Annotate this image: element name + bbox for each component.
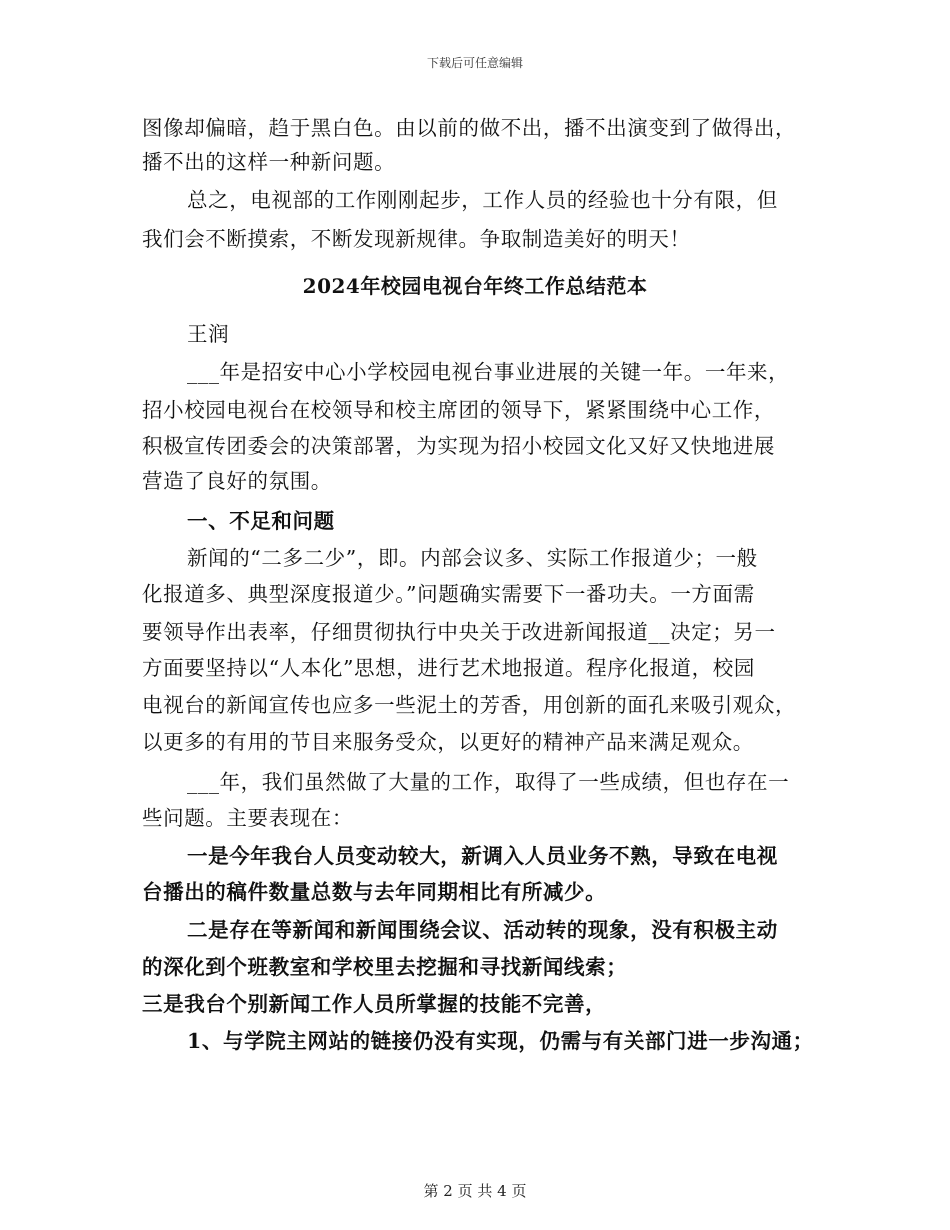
paragraph-line: 方面要坚持以“人本化”思想，进行艺术地报道。程序化报道，校园 (142, 656, 755, 680)
paragraph-line: 要领导作出表率，仔细贯彻执行中央关于改进新闻报道__决定；另一 (142, 620, 776, 644)
paragraph-line: 积极宣传团委会的决策部署，为实现为招小校园文化又好又快地进展 (142, 434, 775, 458)
document-title: 2024年校园电视台年终工作总结范本 (302, 274, 648, 298)
paragraph-line: 1、与学院主网站的链接仍没有实现，仍需与有关部门进一步沟通； (187, 1029, 814, 1053)
paragraph-line: 新闻的“二多二少”，即。内部会议多、实际工作报道少；一般 (187, 546, 758, 570)
paragraph-line: ___年，我们虽然做了大量的工作，取得了一些成绩，但也存在一 (187, 770, 790, 794)
paragraph-line: 播不出的这样一种新问题。 (142, 150, 396, 174)
paragraph-line: 招小校园电视台在校领导和校主席团的领导下，紧紧围绕中心工作， (142, 398, 775, 422)
paragraph-line: ___年是招安中心小学校园电视台事业进展的关键一年。一年来， (187, 360, 790, 384)
paragraph-line: 电视台的新闻宣传也应多一些泥土的芳香，用创新的面孔来吸引观众， (142, 693, 797, 717)
page-number: 第 2 页 共 4 页 (423, 1182, 527, 1200)
header-note: 下载后可任意编辑 (426, 56, 523, 70)
paragraph-line: 总之，电视部的工作刚刚起步，工作人员的经验也十分有限，但 (187, 188, 778, 212)
paragraph-line: 二是存在等新闻和新闻围绕会议、活动转的现象，没有积极主动 (187, 918, 778, 942)
author-name: 王润 (187, 322, 230, 346)
paragraph-line: 图像却偏暗，趋于黑白色。由以前的做不出，播不出演变到了做得出， (142, 116, 797, 140)
paragraph-line: 台播出的稿件数量总数与去年同期相比有所减少。 (142, 880, 607, 904)
paragraph-line: 我们会不断摸索，不断发现新规律。争取制造美好的明天！ (142, 227, 691, 251)
paragraph-line: 三是我台个别新闻工作人员所掌握的技能不完善， (142, 992, 607, 1016)
paragraph-line: 营造了良好的氛围。 (142, 469, 332, 493)
paragraph-line: 些问题。主要表现在： (142, 806, 353, 830)
paragraph-line: 的深化到个班教室和学校里去挖掘和寻找新闻线索； (142, 955, 628, 979)
section-heading: 一、不足和问题 (187, 509, 335, 533)
paragraph-line: 一是今年我台人员变动较大，新调入人员业务不熟，导致在电视 (187, 844, 778, 868)
paragraph-line: 以更多的有用的节目来服务受众，以更好的精神产品来满足观众。 (142, 730, 754, 754)
paragraph-line: 化报道多、典型深度报道少。”问题确实需要下一番功夫。一方面需 (142, 582, 755, 606)
